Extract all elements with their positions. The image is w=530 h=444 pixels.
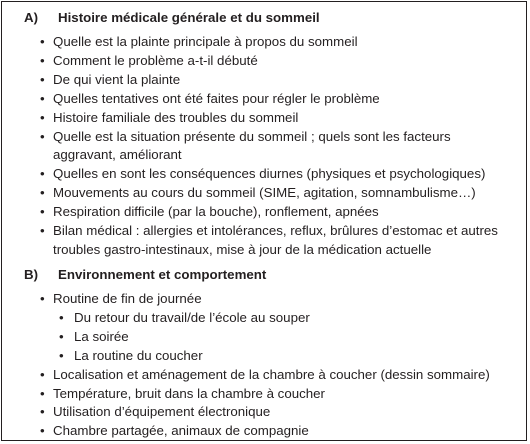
section-b-letter: B): [24, 267, 39, 282]
list-item-text: aggravant, améliorant: [53, 147, 182, 163]
list-item-text: • Quelle est la plainte principale à propos du sommeil: [53, 34, 358, 49]
section-b-list: [40, 290, 490, 441]
list-item: [40, 165, 498, 184]
list-item: • Localisation et aménagement de la chambre à coucher (dessin sommaire): [40, 366, 490, 385]
list-item: [40, 222, 498, 260]
list-item-text: • Quelles en sont les conséquences diurnes (physiques et psychologiques): [53, 166, 486, 182]
list-item: • Chambre partagée, animaux de compagnie: [40, 422, 490, 441]
routine-sublist: [59, 309, 490, 366]
list-item-text: • Mouvements au cours du sommeil (SIME, agitation, somnambulisme…): [53, 185, 476, 201]
list-item-text: • Quelles tentatives ont été faites pour régler le problème: [53, 90, 380, 106]
list-item-text: • De qui vient la plainte: [53, 71, 181, 87]
list-item: [40, 33, 498, 52]
sub-list-item: • Du retour du travail/de l’école au souper: [59, 309, 490, 328]
sub-list-item: • La routine du coucher: [59, 347, 490, 366]
routine-label: Routine de fin de journée: [53, 291, 202, 306]
section-b-title: Environnement et comportement: [58, 267, 267, 282]
list-item-text: • Histoire familiale des troubles du sommeil: [53, 109, 299, 125]
list-item-routine: [40, 290, 490, 366]
section-a-title: Histoire médicale générale et du sommeil: [58, 10, 320, 25]
list-item: [40, 90, 498, 109]
list-item-text: • Bilan médical : allergies et intolérances, reflux, brûlures d’estomac et autres: [53, 223, 498, 239]
section-a-letter: A): [24, 10, 39, 25]
list-item-text: • Respiration difficile (par la bouche), ronflement, apnées: [53, 204, 379, 220]
list-item: [40, 109, 498, 128]
list-item: [40, 203, 498, 222]
list-item: [40, 71, 498, 90]
list-item-text: • Quelle est la situation présente du sommeil ; quels sont les facteurs: [53, 128, 451, 144]
list-item: [40, 184, 498, 203]
section-a-list: [40, 33, 498, 260]
list-item: • Température, bruit dans la chambre à coucher: [40, 385, 490, 404]
list-item: [40, 128, 498, 166]
list-item-text: troubles gastro-intestinaux, mise à jour de la médication actuelle: [53, 241, 432, 257]
list-item: • Utilisation d’équipement électronique: [40, 403, 490, 422]
sub-list-item: • La soirée: [59, 328, 490, 347]
list-item-text: • Comment le problème a-t-il débuté: [53, 52, 258, 68]
list-item: [40, 52, 498, 71]
